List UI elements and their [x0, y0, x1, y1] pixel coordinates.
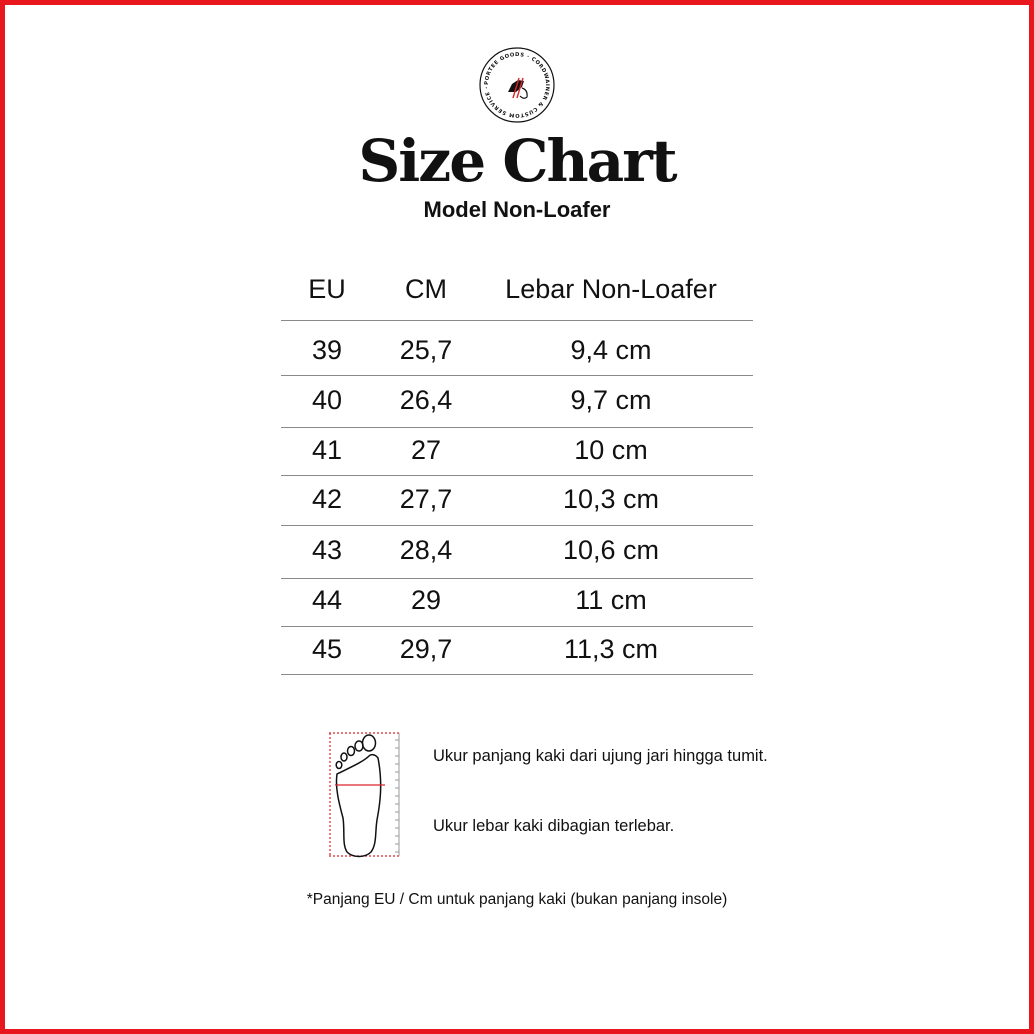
header-width: Lebar Non-Loafer: [505, 274, 717, 304]
header-eu: EU: [308, 274, 346, 304]
logo-ring-text: PORTEE GOODS · CORDWAINER & CUSTOM SERVICE ·: [483, 51, 551, 119]
cell-width: 11,3 cm: [563, 634, 659, 664]
cell-cm: 26,4: [399, 385, 453, 415]
table-divider: [281, 475, 753, 476]
cell-cm: 28,4: [399, 535, 453, 565]
cell-cm: 25,7: [399, 335, 453, 365]
header-cm: CM: [405, 274, 447, 304]
cell-width: 9,4 cm: [570, 335, 652, 365]
cell-eu: 41: [311, 435, 343, 465]
table-divider: [281, 375, 753, 376]
page-title: Size Chart: [358, 127, 676, 195]
width-instruction: Ukur lebar kaki dibagian terlebar.: [433, 817, 675, 835]
logo-shoe-icon: [508, 78, 527, 98]
cell-eu: 39: [311, 335, 343, 365]
cell-width: 10,3 cm: [562, 484, 660, 514]
cell-cm: 29: [410, 585, 442, 615]
table-divider: [281, 674, 753, 675]
cell-eu: 42: [311, 484, 343, 514]
cell-width: 11 cm: [575, 585, 647, 615]
cell-cm: 27,7: [399, 484, 453, 514]
cell-cm: 29,7: [399, 634, 453, 664]
cell-eu: 43: [311, 535, 343, 565]
cell-width: 10 cm: [574, 435, 648, 465]
table-divider: [281, 626, 753, 627]
length-instruction: Ukur panjang kaki dari ujung jari hingga tumit.: [433, 747, 768, 765]
cell-eu: 45: [311, 634, 343, 664]
cell-eu: 40: [311, 385, 343, 415]
table-divider: [281, 578, 753, 579]
table-divider: [281, 320, 753, 321]
cell-eu: 44: [311, 585, 343, 615]
brand-logo: [478, 46, 556, 124]
foot-measurement-icon: [325, 728, 405, 862]
table-divider: [281, 525, 753, 526]
cell-width: 9,7 cm: [570, 385, 652, 415]
footnote: *Panjang EU / Cm untuk panjang kaki (bukan panjang insole): [306, 891, 728, 908]
cell-width: 10,6 cm: [562, 535, 660, 565]
table-divider: [281, 427, 753, 428]
cell-cm: 27: [410, 435, 442, 465]
page-subtitle: Model Non-Loafer: [423, 197, 611, 222]
